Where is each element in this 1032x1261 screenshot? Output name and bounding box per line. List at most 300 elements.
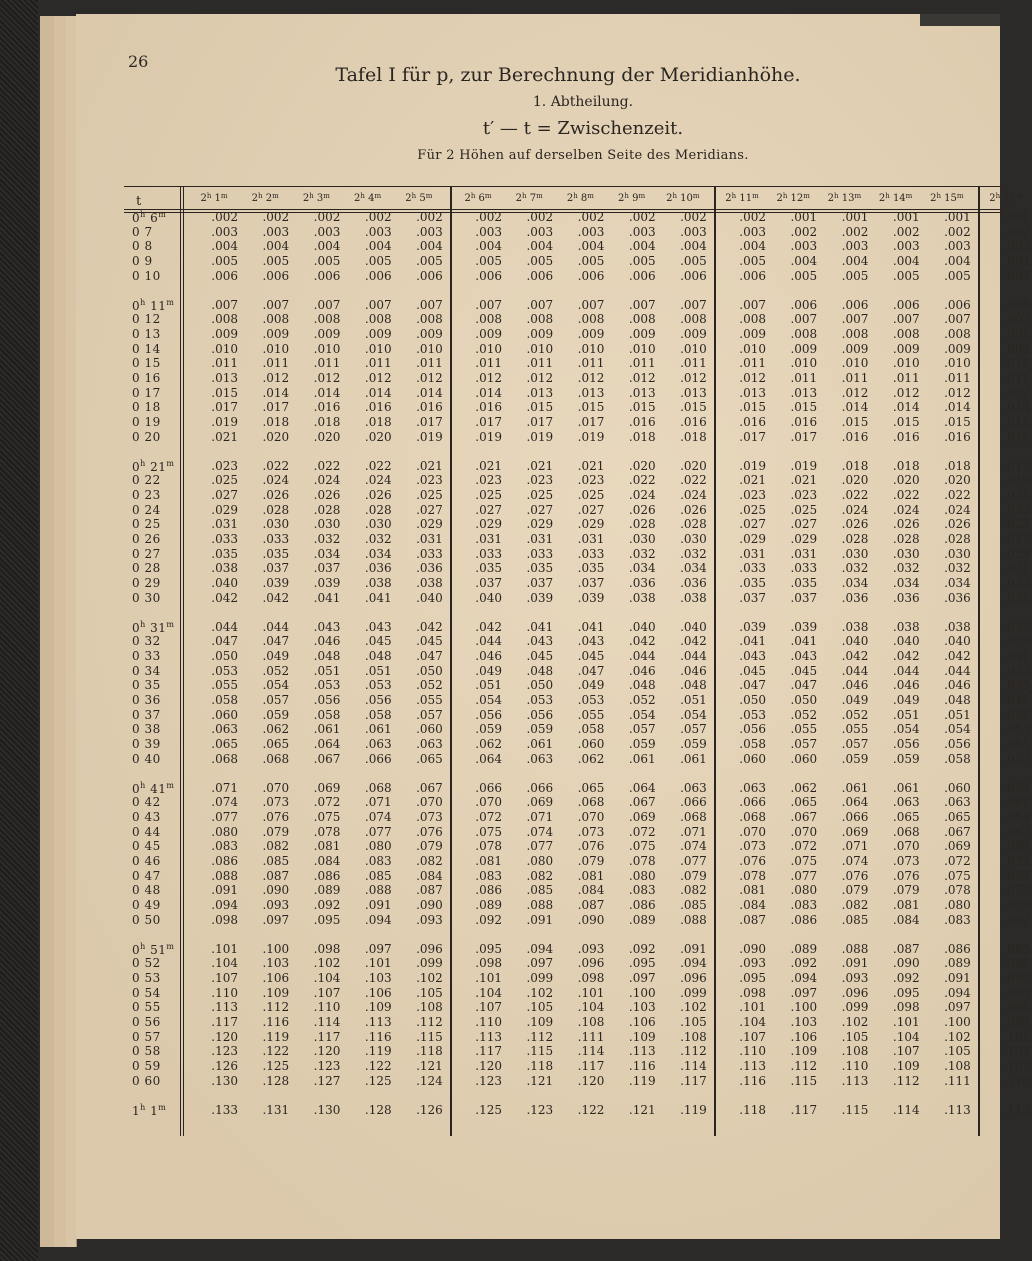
table-cell: .103: [262, 956, 290, 971]
table-cell: .102: [841, 1015, 869, 1029]
table-cell: .054: [944, 722, 971, 737]
table-cell: .081: [475, 854, 502, 868]
table-cell: .015: [680, 400, 707, 415]
table-cell: .010: [416, 341, 443, 356]
table-cell: .128: [364, 1102, 392, 1117]
table-cell: .074: [211, 795, 238, 810]
table-cell: .061: [841, 780, 869, 795]
table-cell: .021: [1003, 487, 1030, 502]
table-cell: .008: [892, 326, 920, 341]
table-cell: .038: [944, 619, 971, 634]
table-cell: .085: [262, 854, 290, 868]
table-cell: .024: [841, 502, 869, 517]
table-cell: .104: [211, 956, 238, 971]
table-cell: .053: [1003, 722, 1030, 737]
column-header: 2$^h$ 9$^m$: [618, 192, 646, 204]
table-cell: .123: [475, 1073, 502, 1088]
table-cell: .023: [416, 473, 443, 488]
row-label: 0 35: [132, 678, 161, 693]
table-cell: .078: [944, 883, 971, 898]
table-cell: .006: [364, 268, 392, 283]
table-cell: .111: [577, 1029, 605, 1044]
table-cell: .112: [1003, 1102, 1030, 1117]
table-cell: .103: [790, 1015, 818, 1029]
table-cell: .066: [841, 809, 869, 824]
table-cell: .010: [262, 341, 290, 356]
table-cell: .002: [1003, 224, 1030, 239]
table-cell: .099: [841, 1000, 869, 1015]
table-cell: .022: [680, 473, 707, 488]
table-cell: .023: [1003, 502, 1030, 517]
table-cell: .035: [577, 561, 605, 576]
table-cell: .084: [577, 883, 605, 898]
table-cell: .004: [416, 239, 443, 254]
table-cell: .012: [475, 371, 502, 385]
row-label: 0 13: [132, 326, 161, 341]
table-cell: .086: [628, 898, 656, 913]
table-cell: .037: [739, 590, 766, 605]
table-cell: .045: [416, 634, 443, 649]
table-cell: .067: [944, 824, 971, 839]
table-cell: .120: [211, 1029, 238, 1044]
table-cell: .017: [416, 415, 443, 430]
table-cell: .014: [944, 400, 971, 415]
table-cell: .081: [313, 839, 341, 854]
table-cell: .029: [526, 517, 554, 532]
table-cell: .051: [364, 663, 392, 678]
table-cell: .006: [841, 297, 869, 312]
table-cell: .055: [211, 678, 238, 693]
table-cell: .124: [416, 1073, 443, 1088]
table-cell: .023: [739, 487, 766, 502]
table-cell: .047: [739, 678, 766, 693]
table-cell: .012: [313, 371, 341, 385]
table-cell: .011: [892, 371, 920, 385]
table-cell: .026: [944, 517, 971, 532]
table-cell: .010: [1003, 356, 1030, 371]
table-cell: .029: [739, 532, 766, 546]
table-cell: .036: [680, 576, 707, 591]
table-cell: .028: [944, 532, 971, 546]
table-cell: .078: [313, 824, 341, 839]
table-cell: .009: [1003, 341, 1030, 356]
table-cell: .113: [739, 1059, 766, 1074]
table-cell: .105: [526, 1000, 554, 1015]
table-cell: .020: [892, 473, 920, 488]
table-cell: .023: [526, 473, 554, 488]
table-cell: .058: [944, 751, 971, 766]
page-number: 26: [128, 52, 149, 71]
table-cell: .009: [526, 326, 554, 341]
table-cell: .125: [475, 1102, 502, 1117]
table-cell: .061: [680, 751, 707, 766]
table-cell: .042: [262, 590, 290, 605]
table-cell: .011: [1003, 371, 1030, 385]
table-cell: .006: [892, 297, 920, 312]
table-cell: .014: [475, 385, 502, 400]
table-cell: .128: [262, 1073, 290, 1088]
table-cell: .019: [790, 458, 818, 473]
table-cell: .013: [577, 385, 605, 400]
table-cell: .062: [1003, 795, 1030, 810]
table-cell: .117: [790, 1102, 818, 1117]
table-cell: .049: [577, 678, 605, 693]
table-cell: .014: [416, 385, 443, 400]
table-cell: .024: [680, 487, 707, 502]
table-cell: .099: [680, 985, 707, 1000]
table-cell: .095: [892, 985, 920, 1000]
table-cell: .052: [841, 707, 869, 722]
table-cell: .012: [262, 371, 290, 385]
table-cell: .040: [892, 634, 920, 649]
table-cell: .098: [475, 956, 502, 971]
table-cell: .034: [841, 576, 869, 591]
table-cell: .108: [944, 1059, 971, 1074]
table-cell: .040: [944, 634, 971, 649]
table-cell: .101: [577, 985, 605, 1000]
table-cell: .007: [313, 297, 341, 312]
table-cell: .048: [680, 678, 707, 693]
table-cell: .090: [739, 941, 766, 956]
table-cell: .064: [475, 751, 502, 766]
table-cell: .052: [628, 693, 656, 707]
table-cell: .006: [262, 268, 290, 283]
table-cell: .006: [577, 268, 605, 283]
table-cell: .087: [739, 912, 766, 927]
table-cell: .112: [526, 1029, 554, 1044]
table-cell: .002: [739, 210, 766, 224]
table-cell: .072: [944, 854, 971, 868]
table-cell: .006: [790, 297, 818, 312]
table-cell: .021: [790, 473, 818, 488]
table-cell: .002: [790, 224, 818, 239]
table-cell: .038: [680, 590, 707, 605]
table-cell: .078: [628, 854, 656, 868]
table-cell: .007: [841, 312, 869, 327]
row-label: 0 22: [132, 473, 161, 488]
table-cell: .090: [892, 956, 920, 971]
table-cell: .056: [739, 722, 766, 737]
row-label: 0 12: [132, 312, 161, 327]
table-cell: .060: [416, 722, 443, 737]
table-cell: .094: [364, 912, 392, 927]
table-cell: .030: [944, 546, 971, 561]
table-cell: .088: [1003, 956, 1030, 971]
table-cell: .094: [526, 941, 554, 956]
table-cell: .114: [892, 1102, 920, 1117]
column-header: 2$^h$ 16$^m$: [989, 192, 1023, 204]
table-cell: .012: [680, 371, 707, 385]
table-cell: .067: [1003, 824, 1030, 839]
table-cell: .010: [790, 356, 818, 371]
table-cell: .008: [628, 312, 656, 327]
table-cell: .035: [526, 561, 554, 576]
table-cell: .068: [577, 795, 605, 810]
table-cell: .068: [211, 751, 238, 766]
table-cell: .093: [416, 912, 443, 927]
table-cell: .069: [841, 824, 869, 839]
table-cell: .038: [364, 576, 392, 591]
table-cell: .030: [680, 532, 707, 546]
table-cell: .047: [416, 648, 443, 663]
table-cell: .091: [364, 898, 392, 913]
table-cell: .010: [628, 341, 656, 356]
table-cell: .009: [680, 326, 707, 341]
table-cell: .083: [944, 912, 971, 927]
table-cell: .091: [944, 970, 971, 985]
table-cell: .029: [577, 517, 605, 532]
table-cell: .100: [262, 941, 290, 956]
table-cell: .083: [790, 898, 818, 913]
table-cell: .079: [680, 868, 707, 883]
table-cell: .058: [364, 707, 392, 722]
table-cell: .049: [475, 663, 502, 678]
table-cell: .077: [1003, 883, 1030, 898]
table-cell: .108: [416, 1000, 443, 1015]
table-cell: .048: [364, 648, 392, 663]
table-cell: .077: [211, 809, 238, 824]
table-cell: .024: [262, 473, 290, 488]
table-cell: .070: [475, 795, 502, 810]
table-cell: .044: [211, 619, 238, 634]
table-cell: .073: [262, 795, 290, 810]
table-cell: .045: [739, 663, 766, 678]
table-cell: .090: [577, 912, 605, 927]
table-cell: .001: [841, 210, 869, 224]
table-cell: .107: [739, 1029, 766, 1044]
table-cell: .005: [892, 268, 920, 283]
table-cell: .011: [739, 356, 766, 371]
table-cell: .004: [262, 239, 290, 254]
table-cell: .106: [364, 985, 392, 1000]
table-cell: .118: [416, 1044, 443, 1059]
table-cell: .072: [1003, 854, 1030, 868]
table-cell: .054: [262, 678, 290, 693]
row-label: 0 15: [132, 356, 161, 371]
table-cell: .086: [790, 912, 818, 927]
table-cell: .006: [526, 268, 554, 283]
table-cell: .125: [262, 1059, 290, 1074]
table-cell: .034: [892, 576, 920, 591]
table-cell: .040: [680, 619, 707, 634]
table-cell: .063: [680, 780, 707, 795]
table-cell: .068: [262, 751, 290, 766]
table-cell: .096: [416, 941, 443, 956]
table-cell: .007: [211, 297, 238, 312]
table-cell: .099: [416, 956, 443, 971]
table-cell: .101: [1003, 1029, 1030, 1044]
table-cell: .007: [416, 297, 443, 312]
table-cell: .104: [1003, 1044, 1030, 1059]
table-cell: .003: [944, 239, 971, 254]
column-header: 2$^h$ 6$^m$: [464, 192, 492, 204]
table-cell: .073: [739, 839, 766, 854]
table-cell: .009: [416, 326, 443, 341]
table-cell: .051: [313, 663, 341, 678]
table-cell: .016: [628, 415, 656, 430]
row-label: 0 26: [132, 532, 161, 546]
table-cell: .040: [841, 634, 869, 649]
table-cell: .016: [739, 415, 766, 430]
table-cell: .011: [211, 356, 238, 371]
table-cell: .029: [1003, 546, 1030, 561]
row-label: 0 49: [132, 898, 161, 913]
table-cell: .022: [944, 487, 971, 502]
table-cell: .039: [739, 619, 766, 634]
table-cell: .023: [577, 473, 605, 488]
table-cell: .056: [364, 693, 392, 707]
table-cell: .065: [211, 737, 238, 752]
table-cell: .107: [1003, 1059, 1030, 1074]
table-cell: .007: [628, 297, 656, 312]
table-cell: .002: [577, 210, 605, 224]
table-cell: .007: [577, 297, 605, 312]
table-cell: .018: [680, 429, 707, 444]
table-cell: .027: [790, 517, 818, 532]
table-cell: .006: [628, 268, 656, 283]
table-cell: .076: [841, 868, 869, 883]
table-cell: .100: [944, 1015, 971, 1029]
table-cell: .098: [892, 1000, 920, 1015]
table-cell: .106: [262, 970, 290, 985]
table-cell: .084: [739, 898, 766, 913]
table-cell: .063: [416, 737, 443, 752]
table-cell: .089: [475, 898, 502, 913]
table-cell: .050: [416, 663, 443, 678]
table-cell: .070: [262, 780, 290, 795]
table-cell: .072: [313, 795, 341, 810]
table-cell: .081: [739, 883, 766, 898]
table-cell: .109: [892, 1059, 920, 1074]
table-cell: .008: [262, 312, 290, 327]
table-cell: .011: [313, 356, 341, 371]
table-cell: .006: [944, 297, 971, 312]
row-label: 0 43: [132, 809, 161, 824]
table-cell: .076: [739, 854, 766, 868]
table-cell: .034: [628, 561, 656, 576]
table-cell: .037: [526, 576, 554, 591]
table-cell: .028: [262, 502, 290, 517]
table-cell: .022: [841, 487, 869, 502]
table-cell: .016: [364, 400, 392, 415]
row-label: 0$^h$ 41$^m$: [132, 780, 175, 796]
table-cell: .034: [944, 576, 971, 591]
table-cell: .082: [841, 898, 869, 913]
table-cell: .065: [944, 809, 971, 824]
row-label: 0 56: [132, 1015, 161, 1029]
row-label: 0 25: [132, 517, 161, 532]
table-cell: .078: [739, 868, 766, 883]
table-cell: .033: [262, 532, 290, 546]
table-cell: .016: [841, 429, 869, 444]
table-cell: .092: [628, 941, 656, 956]
table-cell: .069: [628, 809, 656, 824]
table-cell: .095: [313, 912, 341, 927]
table-cell: .031: [577, 532, 605, 546]
table-cell: .005: [577, 254, 605, 269]
table-cell: .044: [841, 663, 869, 678]
table-cell: .008: [1003, 326, 1030, 341]
table-cell: .058: [739, 737, 766, 752]
table-cell: .018: [628, 429, 656, 444]
column-header: 2$^h$ 14$^m$: [878, 192, 913, 204]
row-label: 0 40: [132, 751, 161, 766]
table-cell: .045: [790, 663, 818, 678]
table-cell: .005: [526, 254, 554, 269]
column-header: 2$^h$ 2$^m$: [251, 192, 279, 204]
table-cell: .116: [739, 1073, 766, 1088]
table-cell: .116: [364, 1029, 392, 1044]
table-cell: .105: [416, 985, 443, 1000]
table-cell: .009: [475, 326, 502, 341]
table-cell: .041: [739, 634, 766, 649]
table-cell: .009: [577, 326, 605, 341]
table-cell: .011: [680, 356, 707, 371]
row-label: 0 16: [132, 371, 161, 385]
table-cell: .065: [416, 751, 443, 766]
table-cell: .003: [739, 224, 766, 239]
table-cell: .002: [680, 210, 707, 224]
table-cell: .005: [739, 254, 766, 269]
table-cell: .101: [475, 970, 502, 985]
table-cell: .031: [475, 532, 502, 546]
column-header: 2$^h$ 12$^m$: [776, 192, 810, 204]
table-cell: .068: [364, 780, 392, 795]
table-cell: .061: [526, 737, 554, 752]
table-cell: .080: [628, 868, 656, 883]
table-cell: .037: [577, 576, 605, 591]
table-cell: .070: [892, 839, 920, 854]
table-cell: .093: [262, 898, 290, 913]
table-cell: .026: [364, 487, 392, 502]
table-cell: .089: [944, 956, 971, 971]
table-cell: .109: [262, 985, 290, 1000]
table-cell: .019: [211, 415, 238, 430]
table-cell: .044: [262, 619, 290, 634]
table-cell: .012: [944, 385, 971, 400]
table-cell: .051: [680, 693, 707, 707]
table-cell: .027: [416, 502, 443, 517]
table-cell: .062: [790, 780, 818, 795]
table-cell: .017: [1003, 458, 1030, 473]
table-cell: .035: [475, 561, 502, 576]
table-cell: .062: [577, 751, 605, 766]
table-cell: .025: [526, 487, 554, 502]
table-cell: .033: [577, 546, 605, 561]
table-cell: .007: [1003, 312, 1030, 327]
table-cell: .031: [526, 532, 554, 546]
table-cell: .094: [680, 956, 707, 971]
table-cell: .112: [790, 1059, 818, 1074]
table-cell: .002: [475, 210, 502, 224]
table-cell: .074: [364, 809, 392, 824]
table-cell: .047: [262, 634, 290, 649]
table-cell: .003: [211, 224, 238, 239]
table-cell: .015: [526, 400, 554, 415]
table-cell: .032: [892, 561, 920, 576]
table-cell: .048: [526, 663, 554, 678]
table-cell: .003: [526, 224, 554, 239]
table-cell: .027: [211, 487, 238, 502]
table-cell: .025: [1003, 517, 1030, 532]
row-label: 0 24: [132, 502, 161, 517]
row-label: 0 48: [132, 883, 161, 898]
table-cell: .072: [790, 839, 818, 854]
table-cell: .105: [944, 1044, 971, 1059]
table-cell: .027: [526, 502, 554, 517]
column-block-divider: [978, 186, 980, 1136]
table-cell: .053: [211, 663, 238, 678]
